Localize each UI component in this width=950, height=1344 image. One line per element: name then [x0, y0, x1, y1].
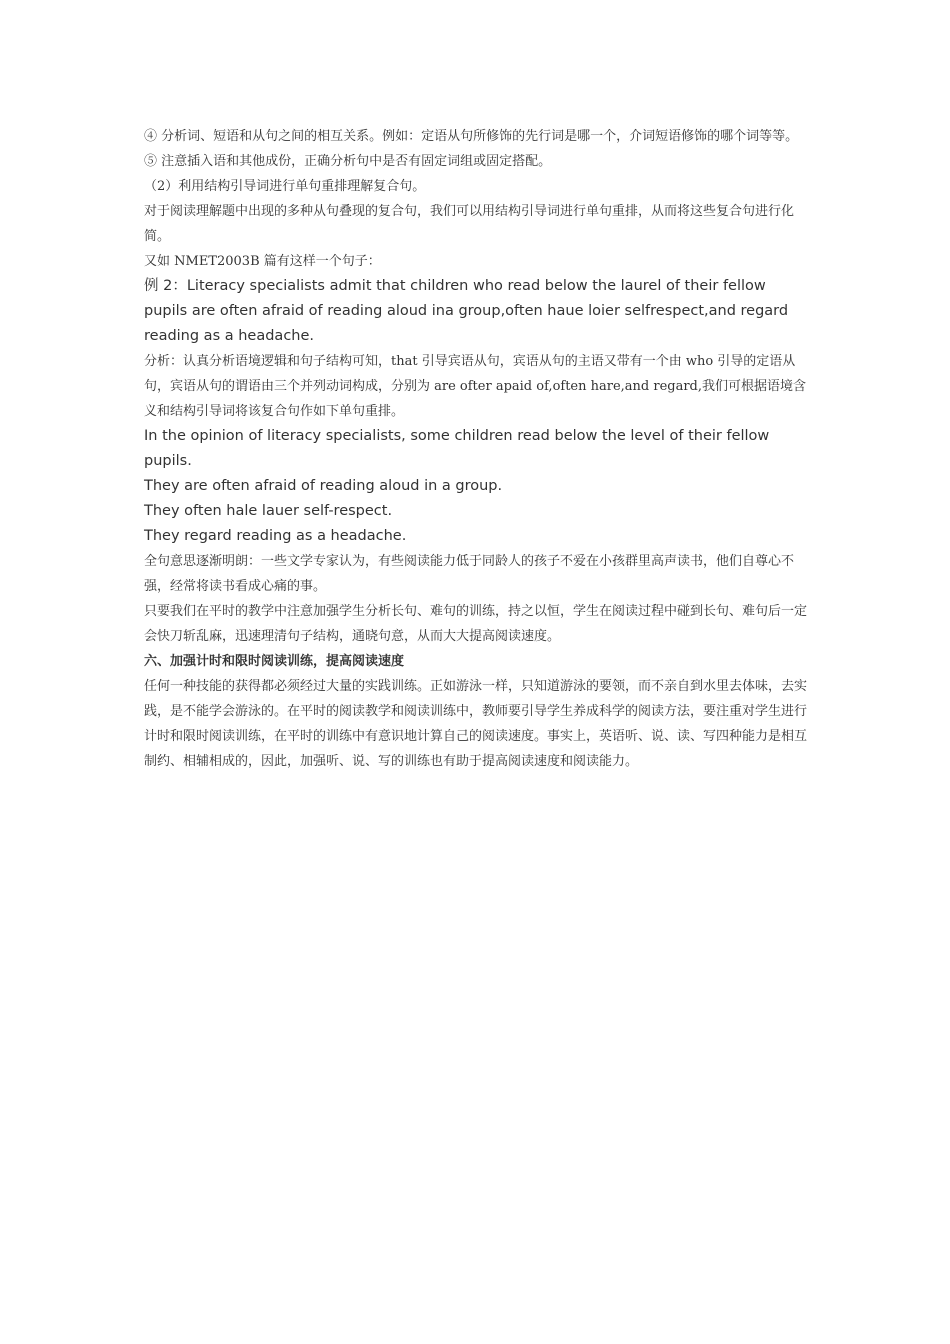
sentence-rewrite-2: They are often afraid of reading aloud in a group. — [144, 478, 503, 494]
paragraph-example-2: 例 2：Literacy specialists admit that children who read below the laurel of their fellow pupils are often afraid of reading aloud ina group,often haue loier selfrespect,and regard reading as a headache. — [144, 278, 789, 344]
paragraph-point-4: ④ 分析词、短语和从句之间的相互关系。例如：定语从句所修饰的先行词是哪一个，介词短语修饰的哪个词等等。 — [144, 129, 799, 144]
paragraph-conclusion: 只要我们在平时的教学中注意加强学生分析长句、难句的训练，持之以恒，学生在阅读过程中碰到长句、难句后一定会快刀斩乱麻，迅速理清句子结构，通晓句意，从而大大提高阅读速度。 — [144, 604, 808, 644]
sentence-rewrite-1: In the opinion of literacy specialists, some children read below the level of their fellow pupils. — [144, 428, 770, 469]
paragraph-meaning: 全句意思逐渐明朗：一些文学专家认为，有些阅读能力低于同龄人的孩子不爱在小孩群里高声读书，他们自尊心不强，经常将读书看成心痛的事。 — [144, 554, 795, 594]
document-body — [144, 124, 810, 774]
section-heading-6: 六、加强计时和限时阅读训练，提高阅读速度 — [144, 654, 405, 669]
sentence-rewrite-4: They regard reading as a headache. — [144, 528, 407, 544]
paragraph-analysis: 分析：认真分析语境逻辑和句子结构可知，that 引导宾语从句，宾语从句的主语又带有一个由 who 引导的定语从句，宾语从句的谓语由三个并列动词构成，分别为 are ofter apaid of,often hare,and regard,我们可根据语境含义和结构引导词将该复合句作如下单句重排。 — [144, 354, 807, 419]
paragraph-intro: 对于阅读理解题中出现的多种从句叠现的复合句，我们可以用结构引导词进行单句重排，从而将这些复合句进行化简。 — [144, 204, 795, 244]
paragraph-section-6: 任何一种技能的获得都必须经过大量的实践训练。正如游泳一样，只知道游泳的要领，而不亲自到水里去体味，去实践，是不能学会游泳的。在平时的阅读教学和阅读训练中，教师要引导学生养成科学的阅读方法，要注重对学生进行计时和限时阅读训练，在平时的训练中有意识地计算自己的阅读速度。事实上，英语听、说、读、写四种能力是相互制约、相辅相成的，因此，加强听、说、写的训练也有助于提高阅读速度和阅读能力。 — [144, 679, 808, 769]
paragraph-point-5: ⑤ 注意插入语和其他成份，正确分析句中是否有固定词组或固定搭配。 — [144, 154, 552, 169]
paragraph-example-intro: 又如 NMET2003B 篇有这样一个句子： — [144, 254, 381, 269]
paragraph-subheading-2: （2）利用结构引导词进行单句重排理解复合句。 — [144, 179, 426, 194]
sentence-rewrite-3: They often hale lauer self-respect. — [144, 503, 393, 519]
